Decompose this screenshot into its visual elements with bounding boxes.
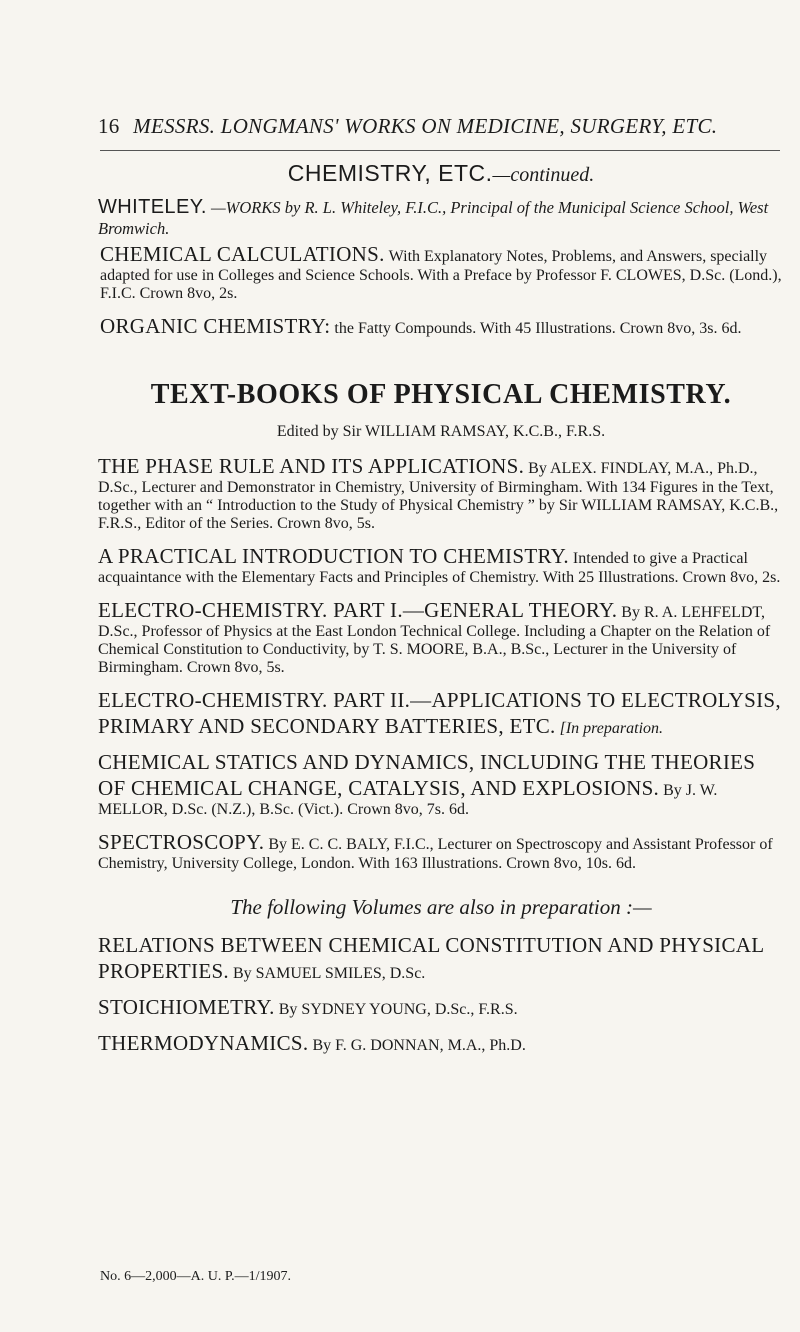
book-title: STOICHIOMETRY.	[98, 995, 275, 1019]
printer-imprint: No. 6—2,000—A. U. P.—1/1907.	[100, 1269, 291, 1284]
series-heading: TEXT-BOOKS OF PHYSICAL CHEMISTRY.	[150, 379, 732, 410]
book-description: By ALEX. FINDLAY, M.A., Ph.D., D.Sc., Lecturer and Demonstrator in Chemistry, University of Birmingham. With 134 Figures in the Text, together with an “ Introduction to the Study of Physical Chemistry ” by Sir WILLIAM RAMSAY, K.C.B., F.R.S., Editor of the Series. Crown 8vo, 5s.	[98, 460, 779, 532]
book-description: Intended to give a Practical acquaintance with the Elementary Facts and Principles of Chemistry. With 25 Illustrations. Crown 8vo, 2s.	[98, 550, 781, 586]
section-continued: —continued.	[492, 164, 595, 186]
book-title: ELECTRO-CHEMISTRY. PART II.—APPLICATIONS TO ELECTROLYSIS, PRIMARY AND SECONDARY BATTERIES, ETC.	[98, 688, 781, 738]
book-title: ORGANIC CHEMISTRY:	[100, 314, 331, 338]
book-author: By F. G. DONNAN, M.A., Ph.D.	[312, 1037, 526, 1054]
section-heading	[98, 160, 784, 187]
series-editor: Edited by Sir WILLIAM RAMSAY, K.C.B., F.R.S.	[276, 423, 606, 440]
book-author: By SAMUEL SMILES, D.Sc.	[232, 965, 426, 982]
list-item	[98, 829, 784, 873]
book-title: THERMODYNAMICS.	[98, 1031, 309, 1055]
book-title: ELECTRO-CHEMISTRY. PART I.—GENERAL THEORY.	[98, 598, 618, 622]
book-title: CHEMICAL STATICS AND DYNAMICS, INCLUDING THE THEORIES OF CHEMICAL CHANGE, CATALYSIS, AND EXPLOSIONS.	[98, 750, 756, 800]
book-description: With Explanatory Notes, Problems, and Answers, specially adapted for use in Colleges and Science Schools. With a Preface by Professor F. CLOWES, D.Sc. (Lond.), F.I.C. Crown 8vo, 2s.	[100, 248, 782, 302]
book-title: CHEMICAL CALCULATIONS.	[100, 242, 385, 266]
preparation-note: The following Volumes are also in preparation :—	[230, 895, 652, 919]
book-title: RELATIONS BETWEEN CHEMICAL CONSTITUTION AND PHYSICAL PROPERTIES.	[98, 933, 764, 983]
list-item	[98, 543, 784, 587]
list-item	[98, 453, 784, 533]
list-item	[98, 932, 784, 984]
book-title: A PRACTICAL INTRODUCTION TO CHEMISTRY.	[98, 544, 569, 568]
book-description: the Fatty Compounds. With 45 Illustrations. Crown 8vo, 3s. 6d.	[334, 320, 742, 337]
book-status: [In preparation.	[559, 720, 664, 737]
author-name: WHITELEY.	[98, 196, 207, 218]
book-description: By R. A. LEHFELDT, D.Sc., Professor of Physics at the East London Technical College. Including a Chapter on the Relation of Chemical Constitution to Conductivity, by T. S. MOORE, B.A., B.Sc., Lecturer in the University of Birmingham. Crown 8vo, 5s.	[98, 604, 771, 676]
list-item	[98, 597, 784, 677]
book-description: By E. C. C. BALY, F.I.C., Lecturer on Spectroscopy and Assistant Professor of Chemistry, University College, London. With 163 Illustrations. Crown 8vo, 10s. 6d.	[98, 836, 773, 872]
book-author: By SYDNEY YOUNG, D.Sc., F.R.S.	[278, 1001, 518, 1018]
list-item	[98, 749, 784, 819]
list-item	[98, 241, 784, 303]
list-item	[98, 313, 784, 339]
whiteley-byline	[98, 197, 784, 239]
book-title: SPECTROSCOPY.	[98, 830, 265, 854]
book-title: THE PHASE RULE AND ITS APPLICATIONS.	[98, 454, 525, 478]
author-details: —WORKS by R. L. Whiteley, F.I.C., Principal of the Municipal Science School, West Bromwich.	[98, 198, 769, 238]
list-item	[98, 1030, 784, 1056]
running-title: MESSRS. LONGMANS' WORKS ON MEDICINE, SURGERY, ETC.	[133, 114, 718, 138]
section-title: CHEMISTRY, ETC.	[287, 160, 493, 186]
book-description: By J. W. MELLOR, D.Sc. (N.Z.), B.Sc. (Vict.). Crown 8vo, 7s. 6d.	[98, 782, 718, 818]
page-number: 16	[98, 114, 120, 138]
page-body	[98, 160, 784, 1066]
list-item	[98, 687, 784, 739]
running-header	[98, 114, 778, 139]
list-item	[98, 994, 784, 1020]
header-rule	[100, 150, 780, 151]
